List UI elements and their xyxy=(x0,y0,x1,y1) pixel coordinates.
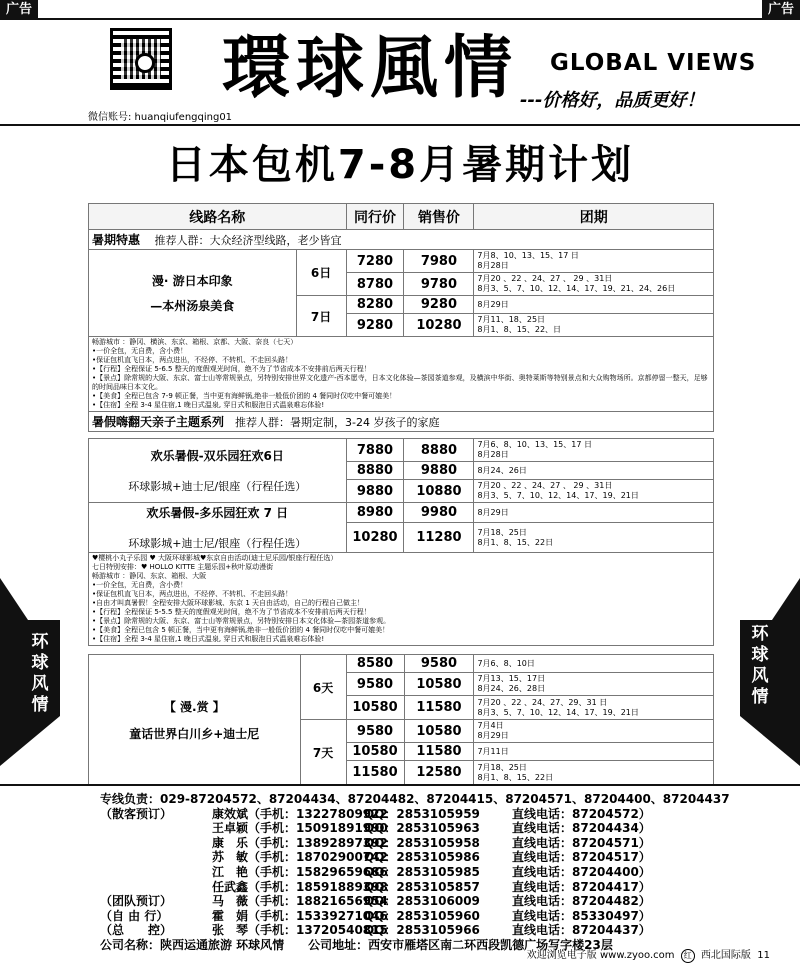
contact-row: （团队预订） 马 薇（手机：18821656954 QQ：2853106009 直线电话：87204482） xyxy=(100,894,651,909)
contact-block: 专线负责：029-87204572、87204434、87204482、87204415、87204571、87204400、87204437 （散客预订） 康效斌（手机：13227809922 QQ：2853105959 直线电话：87204572） 王卓颖（手机：15091891990 QQ：2853105963 直线电话：87204434） 康 乐（手机：13892897392 QQ：2853105958 直线电话：87204571） 苏 敏（手机：18702900742 QQ：2853105986 直线电话：87204517） 江 艳（手机：15829659686 QQ：2853105985 直线电话：87204400） 任武鑫（手机：18591889398 QQ：2853105857 直线电话：87204417） （团队预订） 马 薇（手机：18821656954 QQ：2853106009 直线电话：87204482） （自 由 行） 霍 娟（手机：15339271046 QQ：2853105960 直线电话：85330497） （总 控） 张 琴（手机：13720540815 QQ：2853105966 直线电话：87204437） 公司名称：陕西运通旅游 环球风情 公司地址：西安市雁塔区南二环西段凯德广场写字楼23层 xyxy=(100,792,730,952)
route-notes-2: ♥樱桃小丸子乐园 ♥ 大阪环球影城♥东京自由活动(迪士尼乐园/银座行程任选） 七日特别安排：♥ HOLLO KITTE 主题乐园+秋叶原动漫街 畅游城市 ：静冈、东京、箱根、大阪 •一价全包，无自费，含小费！ •保证包机直飞日本，两点进出，不经停、不转机、不走回头路！ •自由才叫真暑假！全程安排大阪环球影城、东京 1 天自由活动，自己的行程自己做主！ •【行程】全程保证 5-5.5 整天的度假观光时间，绝不为了节省成本不安排前后两天行程！ •【景点】除常规的大阪、东京、富士山等常规景点，另特别安排日本文化体验—茶园茶道参观。 •【美食】全程已包含 5 顿正餐，当中更有海鲜锅,绝非一般低价团的 4 餐同时仅吃中餐可媲美！ •【住宿】全程 3-4 星住宿,1 晚日式温泉, 穿日式和服泡日式温泉难忘体验! xyxy=(89,553,714,646)
newspaper-logo-icon: 红 xyxy=(681,949,695,963)
contact-row: （总 控） 张 琴（手机：13720540815 QQ：2853105966 直线电话：87204437） xyxy=(100,923,651,938)
section-family-series: 暑假嗨翻天亲子主题系列 推荐人群：暑期定制，3-24 岁孩子的家庭 xyxy=(89,412,714,432)
itinerary-table-1: 线路名称 同行价 销售价 团期 暑期特惠 推荐人群：大众经济型线路，老少皆宜 漫· 游日本印象 —本州汤泉美食 6日 7280 7980 7月8、10、13、15、17 日 8月28日 8780 9780 7月20 、22 、24、27 、 29 、31日 8月3、5、7、10、12、14、17、19、21、24、26日 7日 8280 9280 8月29日 9280 10280 7月11、18、25日 8月1、8、15、22、日 畅游城市 ：静冈、横滨、东京、箱根、京都、大阪、奈良（七天） •一价全包，无自费，含小费！ •保证包机直飞日本，两点进出，不经停、不转机、不走回头路！ •【行程】全程保证 5-6.5 整天的度假观光时间，绝不为了节省成本不安排前后两天行程！ •【景点】除常规的大阪、东京、富士山等常规景点，另特别安排世界文化遗产-西本愿寺，日本文化体验—茶园茶道参观，及横滨中华街、奥特莱斯等特别景点和大众购物场所。京都停留一整天，足够的时间品味日本文化。 •【美食】全程已包含 7-9 顿正餐，当中更有海鲜锅,绝非一般低价团的 4 餐同时仅吃中餐可媲美！ •【住宿】全程 3-4 星住宿,1 晚日式温泉, 穿日式和服泡日式温泉难忘体验! 暑假嗨翻天亲子主题系列 推荐人群：暑期定制，3-24 岁孩子的家庭 xyxy=(88,203,714,432)
wechat-account: 微信账号: huanqiufengqing01 xyxy=(88,112,233,123)
company-info: 公司名称：陕西运通旅游 环球风情 公司地址：西安市雁塔区南二环西段凯德广场写字楼23层 xyxy=(100,937,613,952)
section-summer-deals: 暑期特惠 推荐人群：大众经济型线路，老少皆宜 xyxy=(89,230,714,250)
contact-row: 苏 敏（手机：18702900742 QQ：2853105986 直线电话：87204517） xyxy=(212,850,651,865)
slogan: ---价格好，品质更好！ xyxy=(520,90,705,111)
contact-row: （散客预订） 康效斌（手机：13227809922 QQ：2853105959 直线电话：87204572） xyxy=(100,806,651,821)
contact-row: 江 艳（手机：15829659686 QQ：2853105985 直线电话：87204400） xyxy=(212,864,651,879)
ad-tag-right: 广告 xyxy=(762,0,800,20)
brand-english: GLOBAL VIEWS xyxy=(550,50,757,76)
ad-tag-left: 广告 xyxy=(0,0,38,20)
contact-row: 王卓颖（手机：15091891990 QQ：2853105963 直线电话：87204434） xyxy=(212,821,651,836)
page-footer: 欢迎浏览电子版 www.zyoo.com 红 西北国际版 11 xyxy=(526,950,770,961)
qr-code-image xyxy=(110,28,172,90)
contact-row: 任武鑫（手机：18591889398 QQ：2853105857 直线电话：87204417） xyxy=(212,879,651,894)
brand-logo: 環球風情 xyxy=(222,28,519,108)
route-notes-1: 畅游城市 ：静冈、横滨、东京、箱根、京都、大阪、奈良（七天） •一价全包，无自费，含小费！ •保证包机直飞日本，两点进出，不经停、不转机、不走回头路！ •【行程】全程保证 5-6.5 整天的度假观光时间，绝不为了节省成本不安排前后两天行程！ •【景点】除常规的大阪、东京、富士山等常规景点，另特别安排世界文化遗产-西本愿寺，日本文化体验—茶园茶道参观，及横滨中华街、奥特莱斯等特别景点和大众购物场所。京都停留一整天，足够的时间品味日本文化。 •【美食】全程已包含 7-9 顿正餐，当中更有海鲜锅,绝非一般低价团的 4 餐同时仅吃中餐可媲美！ •【住宿】全程 3-4 星住宿,1 晚日式温泉, 穿日式和服泡日式温泉难忘体验! xyxy=(89,337,714,412)
contact-row: 康 乐（手机：13892897392 QQ：2853105958 直线电话：87204571） xyxy=(212,835,651,850)
page-title: 日本包机7-8月暑期计划 xyxy=(165,142,635,188)
itinerary-table-2: 欢乐暑假-双乐园狂欢6日 环球影城+迪士尼/银座（行程任选） 7880 8880 7月6、8、10、13、15、17 日 8月28日 8880 9880 8月24、26日 9880 10880 7月20 、22 、24、27 、 29 、31日 8月3、5、7、10、12、14、17、19、21日 欢乐暑假-多乐园狂欢 7 日 环球影城+迪士尼/银座（行程任选） 8980 9980 8月29日 10280 11280 7月18、25日 8月1、8、15、22日 ♥樱桃小丸子乐园 ♥ 大阪环球影城♥东京自由活动(迪士尼乐园/银座行程任选） 七日特别安排：♥ HOLLO KITTE 主题乐园+秋叶原动漫街 畅游城市 ：静冈、东京、箱根、大阪 •一价全包，无自费，含小费！ •保证包机直飞日本，两点进出，不经停、不转机、不走回头路！ •自由才叫真暑假！全程安排大阪环球影城、东京 1 天自由活动，自己的行程自己做主！ •【行程】全程保证 5-5.5 整天的度假观光时间，绝不为了节省成本不安排前后两天行程！ •【景点】除常规的大阪、东京、富士山等常规景点，另特别安排日本文化体验—茶园茶道参观。 •【美食】全程已包含 5 顿正餐，当中更有海鲜锅,绝非一般低价团的 4 餐同时仅吃中餐可媲美！ •【住宿】全程 3-4 星住宿,1 晚日式温泉, 穿日式和服泡日式温泉难忘体验! xyxy=(88,438,714,646)
itinerary-table-3: 【 漫.赏 】 童话世界白川乡+迪士尼 6天 8580 9580 7月6、8、10日 9580 10580 7月13、15、17日 8月24、26、28日 10580 11580 7月20 、22 、24、27、29、31 日 8月3、5、7、10、12、14、17、19、21日 7天 9580 10580 7月4日 8月29日 10580 11580 7月11日 11580 12580 7月18、25日 8月1、8、15、22日 xyxy=(88,654,714,785)
contact-row: （自 由 行） 霍 娟（手机：15339271046 QQ：2853105960 直线电话：85330497） xyxy=(100,908,651,923)
